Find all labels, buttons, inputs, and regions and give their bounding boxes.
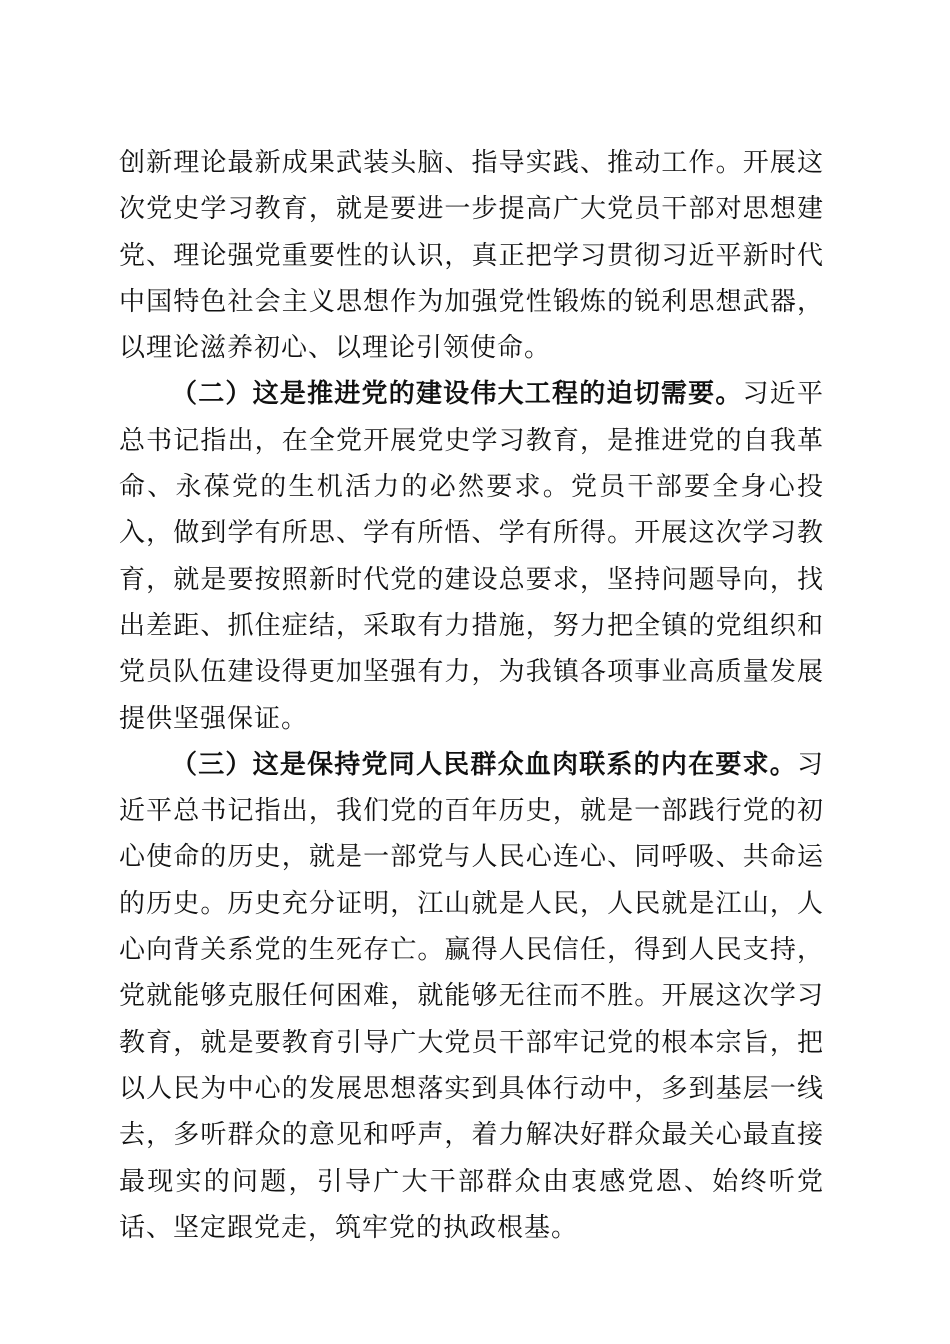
document-body [119, 140, 824, 1251]
paragraph-section-3 [119, 742, 824, 1251]
section-heading-2: （二）这是推进党的建设伟大工程的迫切需要。 [171, 379, 743, 410]
paragraph-text: 习近平总书记指出，在全党开展党史学习教育，是推进党的自我革命、永葆党的生机活力的必然要求。党员干部要全身心投入，做到学有所思、学有所悟、学有所得。开展这次学习教育，就是要按照新时代党的建设总要求，坚持问题导向，找出差距、抓住症结，采取有力措施，努力把全镇的党组织和党员队伍建设得更加坚强有力，为我镇各项事业高质量发展提供坚强保证。 [119, 379, 824, 734]
paragraph-section-2 [119, 371, 824, 741]
section-heading-3: （三）这是保持党同人民群众血肉联系的内在要求。 [171, 749, 797, 780]
paragraph-text: 创新理论最新成果武装头脑、指导实践、推动工作。开展这次党史学习教育，就是要进一步提高广大党员干部对思想建党、理论强党重要性的认识，真正把学习贯彻习近平新时代中国特色社会主义思想作为加强党性锻炼的锐利思想武器，以理论滋养初心、以理论引领使命。 [119, 148, 824, 364]
paragraph-text: 习近平总书记指出，我们党的百年历史，就是一部践行党的初心使命的历史，就是一部党与人民心连心、同呼吸、共命运的历史。历史充分证明，江山就是人民，人民就是江山，人心向背关系党的生死存亡。赢得人民信任，得到人民支持，党就能够克服任何困难，就能够无往而不胜。开展这次学习教育，就是要教育引导广大党员干部牢记党的根本宗旨，把以人民为中心的发展思想落实到具体行动中，多到基层一线去，多听群众的意见和呼声，着力解决好群众最关心最直接最现实的问题，引导广大干部群众由衷感党恩、始终听党话、坚定跟党走，筑牢党的执政根基。 [119, 749, 824, 1243]
paragraph-continuation [119, 140, 824, 371]
